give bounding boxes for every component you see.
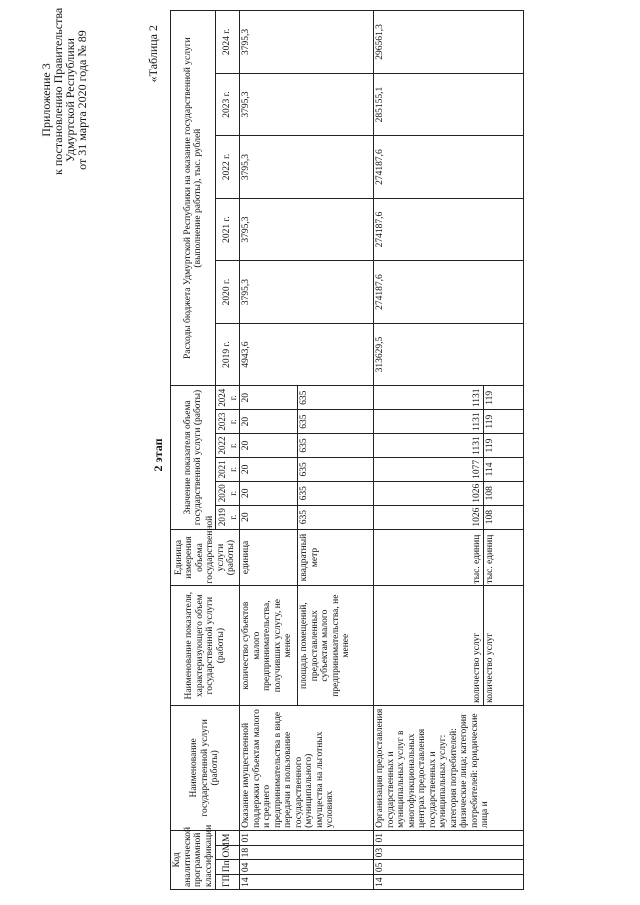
volume-year-header: 2020 г. <box>216 481 240 505</box>
expense-value-cell: 274187,6 <box>374 261 524 324</box>
expense-value-cell: 3795,3 <box>240 198 374 261</box>
volume-value-cell: 635 <box>298 481 374 505</box>
table-row <box>240 11 298 890</box>
volume-value-cell: 20 <box>240 505 298 529</box>
volume-value-cell: 635 <box>298 434 374 458</box>
expense-value-cell: 3795,3 <box>240 11 374 74</box>
expense-value-cell: 313629,5 <box>374 323 524 386</box>
volume-value-cell: 1131 <box>374 434 484 458</box>
expense-year-header: 2024 г. <box>216 11 240 74</box>
code-pp-header: Пп <box>216 860 240 875</box>
appendix-header <box>39 7 89 175</box>
unit-cell: тыс. единиц <box>484 529 524 586</box>
expense-year-header: 2021 г. <box>216 198 240 261</box>
volume-value-cell: 20 <box>240 410 298 434</box>
decree-line-3: от 31 марта 2020 года № 89 <box>75 30 89 170</box>
code-gp-cell: 14 <box>374 875 524 890</box>
expense-value-cell: 3795,3 <box>240 261 374 324</box>
indicator-name-header: Наименование показателя, характеризующего объем государственной услуги (работы) <box>171 586 240 705</box>
volume-value-cell: 119 <box>484 410 524 434</box>
service-name-cell: Организация предоставления государственных и муниципальных услуг в многофункциональных центрах предоставления государственных и муниципальных услуг: категория потребителей: физические лица; категория потребителей: юридические лица и <box>374 705 524 830</box>
volume-value-cell: 635 <box>298 386 374 410</box>
code-gp-cell: 14 <box>240 875 374 890</box>
volume-value-cell: 1131 <box>374 386 484 410</box>
expense-value-cell: 274187,6 <box>374 136 524 199</box>
volume-value-cell: 20 <box>240 457 298 481</box>
volume-value-cell: 108 <box>484 481 524 505</box>
expense-value-cell: 274187,6 <box>374 198 524 261</box>
service-name-header: Наименование государственной услуги (работы) <box>171 705 240 830</box>
service-name-cell: Оказание имущественной поддержки субъектам малого и среднего предпринимательства в виде передачи в пользование государственного (муниципального) имущества на льготных условиях <box>240 705 374 830</box>
volume-value-cell: 1026 <box>374 505 484 529</box>
volume-value-cell: 1131 <box>374 410 484 434</box>
volume-value-cell: 119 <box>484 434 524 458</box>
services-table <box>170 10 524 890</box>
code-pp-cell: 04 <box>240 860 374 875</box>
decree-line-2: Удмуртской Республики <box>63 38 77 162</box>
expense-year-header: 2022 г. <box>216 136 240 199</box>
volume-value-cell: 1077 <box>374 457 484 481</box>
volume-value-cell: 635 <box>298 457 374 481</box>
volume-value-cell: 108 <box>484 505 524 529</box>
volume-value-cell: 1026 <box>374 481 484 505</box>
expense-year-header: 2019 г. <box>216 323 240 386</box>
indicator-name-cell: количество услуг <box>484 586 524 705</box>
expense-year-header: 2020 г. <box>216 261 240 324</box>
unit-cell: единица <box>240 529 298 586</box>
volume-year-header: 2021 г. <box>216 457 240 481</box>
indicator-name-cell: количество субъектов малого предпринимательства, получивших услугу, не менее <box>240 586 298 705</box>
code-om-cell: 03 <box>374 845 524 860</box>
code-gp-header: ГП <box>216 875 240 890</box>
table-label: «Таблица 2 <box>146 25 160 83</box>
volume-year-header: 2024 г. <box>216 386 240 410</box>
stage-title: 2 этап <box>151 438 165 472</box>
code-om-header: ОМ <box>216 845 240 860</box>
volume-value-cell: 119 <box>484 386 524 410</box>
indicator-name-cell: количество услуг <box>374 586 484 705</box>
indicator-name-cell: площадь помещений, предоставленных субъектам малого предпринимательства, не менее <box>298 586 374 705</box>
expense-value-cell: 3795,3 <box>240 73 374 136</box>
volume-value-cell: 635 <box>298 410 374 434</box>
decree-line-1: к постановлению Правительства <box>51 7 65 175</box>
expense-value-cell: 296561,3 <box>374 11 524 74</box>
code-group-header: Код аналитической программной классификации <box>171 830 216 889</box>
unit-cell: квадратный метр <box>298 529 374 586</box>
unit-header: Единица измерения объема государственной услуги (работы) <box>171 529 240 586</box>
volume-value-cell: 20 <box>240 386 298 410</box>
volume-value-cell: 114 <box>484 457 524 481</box>
expense-value-cell: 285155,1 <box>374 73 524 136</box>
code-m-cell: 01 <box>374 830 524 845</box>
volume-value-cell: 20 <box>240 481 298 505</box>
code-om-cell: 18 <box>240 845 374 860</box>
volume-year-header: 2023 г. <box>216 410 240 434</box>
code-m-cell: 01 <box>240 830 374 845</box>
volume-group-header: Значение показателя объема государственной услуги (работы) <box>171 386 216 529</box>
expense-value-cell: 4943,6 <box>240 323 374 386</box>
volume-year-header: 2019 г. <box>216 505 240 529</box>
appendix-title: Приложение 3 <box>39 63 53 137</box>
volume-value-cell: 20 <box>240 434 298 458</box>
expense-year-header: 2023 г. <box>216 73 240 136</box>
expense-group-header: Расходы бюджета Удмуртской Республики на оказание государственной услуги (выполнение работы), тыс. рублей <box>171 11 216 386</box>
unit-cell: тыс. единиц <box>374 529 484 586</box>
table-row <box>374 11 484 890</box>
expense-value-cell: 3795,3 <box>240 136 374 199</box>
volume-year-header: 2022 г. <box>216 434 240 458</box>
code-pp-cell: 05 <box>374 860 524 875</box>
code-m-header: М <box>216 830 240 845</box>
volume-value-cell: 635 <box>298 505 374 529</box>
